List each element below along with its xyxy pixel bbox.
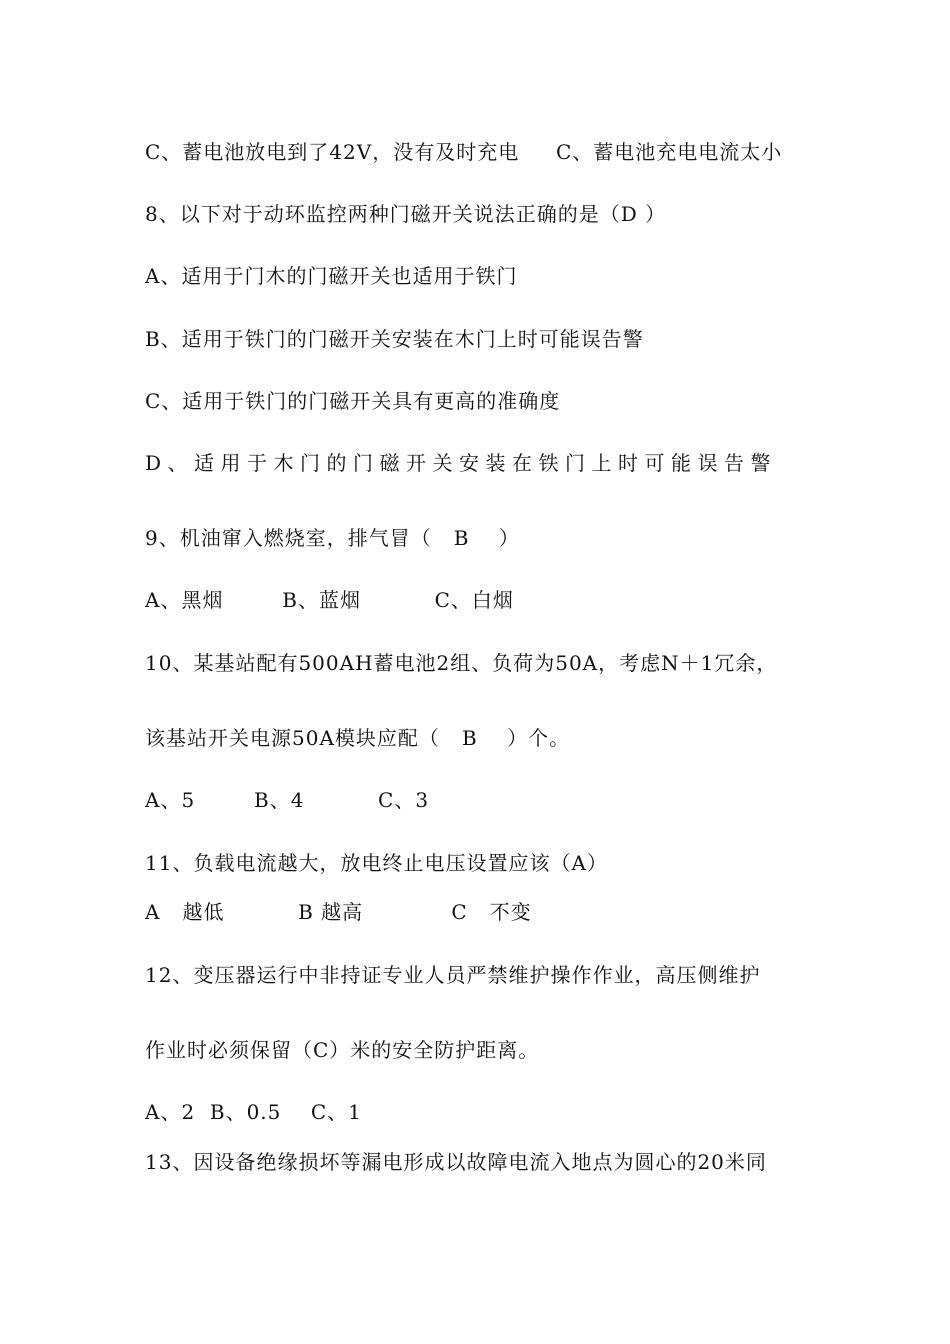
question-9-options: A、黑烟 B、蓝烟 C、白烟 <box>145 588 514 612</box>
question-9: 9、机油窜入燃烧室，排气冒（ B ） <box>145 526 520 550</box>
question-13: 13、因设备绝缘损坏等漏电形成以故障电流入地点为圆心的20米同 <box>145 1150 767 1174</box>
question-8: 8、以下对于动环监控两种门磁开关说法正确的是（D ） <box>145 202 667 226</box>
question-10-options: A、5 B、4 C、3 <box>145 788 430 812</box>
question-10: 10、某基站配有500AH蓄电池2组、负荷为50A，考虑N＋1冗余， <box>145 651 778 675</box>
question-10-continued: 该基站开关电源50A模块应配（ B ）个。 <box>145 726 571 750</box>
question-12-continued: 作业时必须保留（C）米的安全防护距离。 <box>145 1038 540 1062</box>
question-12: 12、变压器运行中非持证专业人员严禁维护操作作业，高压侧维护 <box>145 963 761 987</box>
question-12-options: A、2 B、0.5 C、1 <box>145 1100 362 1124</box>
question-8-option-a: A、适用于门木的门磁开关也适用于铁门 <box>145 264 518 288</box>
question-8-option-d: D、适用于木门的门磁开关安装在铁门上时可能误告警 <box>145 451 778 475</box>
text-line-option-c: C、蓄电池放电到了42V，没有及时充电 C、蓄电池充电电流太小 <box>145 140 783 164</box>
question-8-option-b: B、适用于铁门的门磁开关安装在木门上时可能误告警 <box>145 327 644 351</box>
question-8-option-c: C、适用于铁门的门磁开关具有更高的准确度 <box>145 389 561 413</box>
question-11: 11、负载电流越大，放电终止电压设置应该（A） <box>145 851 608 875</box>
question-11-options: A 越低 B 越高 C 不变 <box>145 900 532 924</box>
